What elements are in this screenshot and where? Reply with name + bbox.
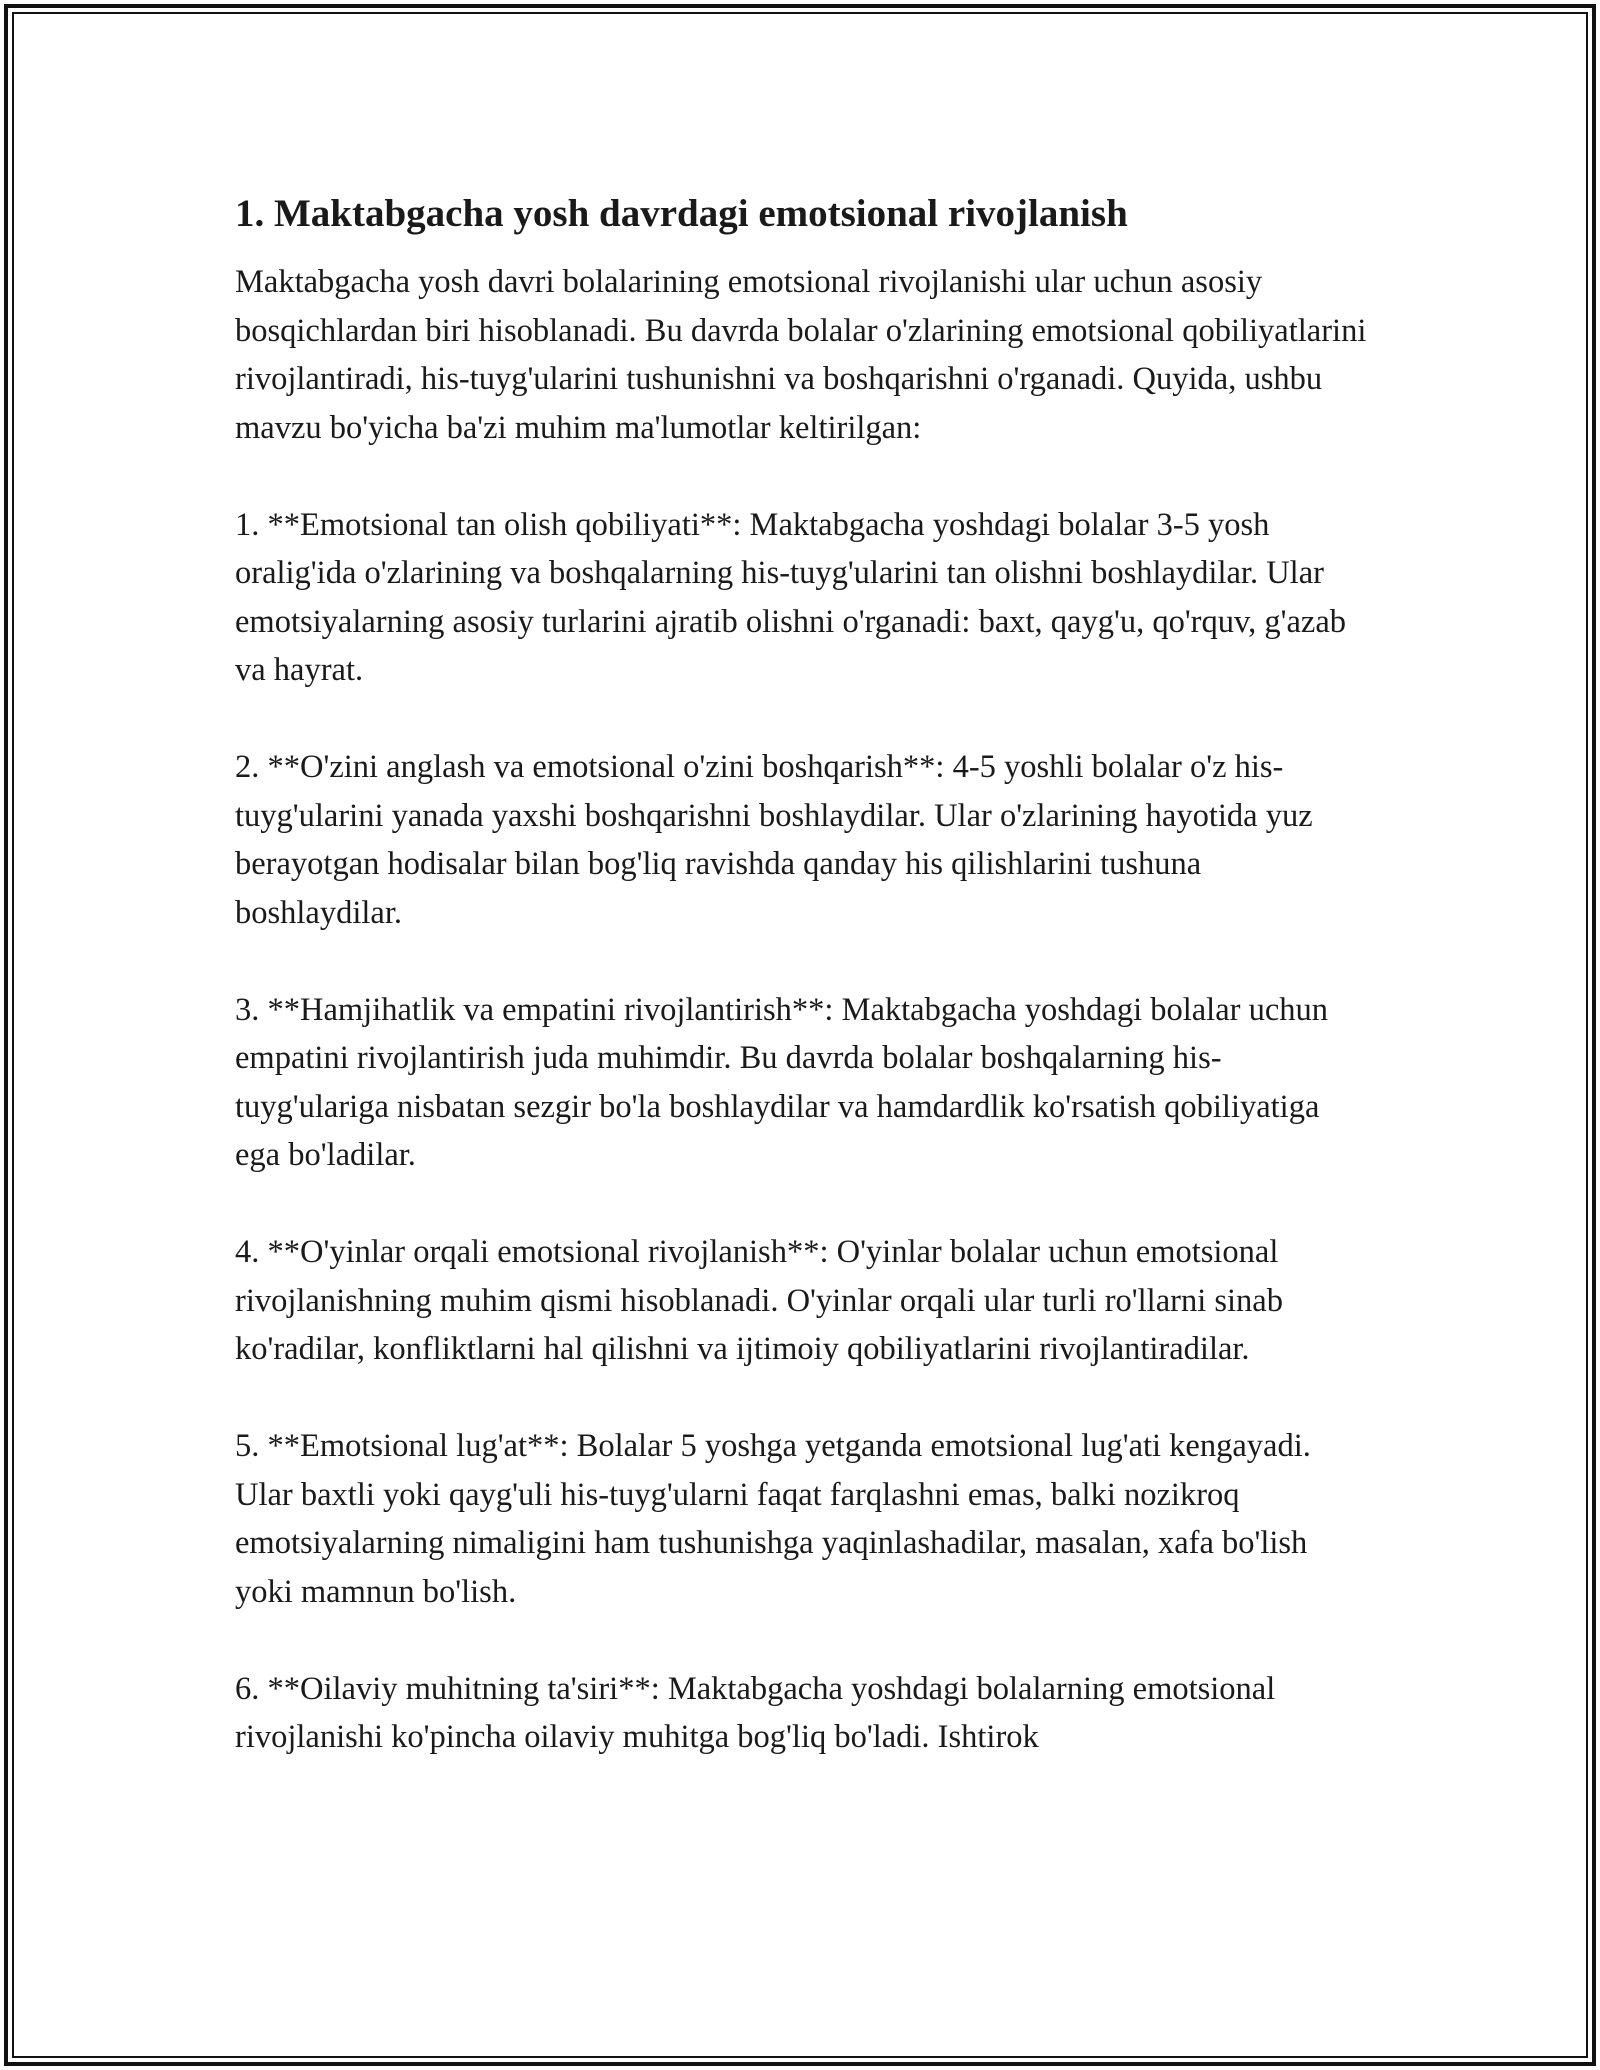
paragraph-family-environment: 6. **Oilaviy muhitning ta'siri**: Maktabgacha yoshdagi bolalarning emotsional rivojlanishi ko'pincha oilaviy muhitga bog'liq bo'ladi. Ishtirok (235, 1670, 1276, 1755)
document-title: 1. Maktabgacha yosh davrdagi emotsional rivojlanish (235, 192, 1128, 235)
paragraph-emotional-vocabulary: 5. **Emotsional lug'at**: Bolalar 5 yoshga yetganda emotsional lug'ati kengayadi. Ular baxtli yoki qayg'uli his-tuyg'ularni faqat farqlashni emas, balki nozikroq emotsiyalarning nimaligini ham tushunishga yaqinlashadilar, masalan, xafa bo'lish yoki mamnun bo'lish. (235, 1428, 1311, 1610)
document-body (235, 185, 1370, 1762)
paragraph-empathy: 3. **Hamjihatlik va empatini rivojlantirish**: Maktabgacha yoshdagi bolalar uchun empatini rivojlantirish juda muhimdir. Bu davrda bolalar boshqalarning his-tuyg'ulariga nisbatan sezgir bo'la boshlaydilar va hamdardlik ko'rsatish qobiliyatiga ega bo'ladilar. (235, 991, 1329, 1173)
paragraph-play: 4. **O'yinlar orqali emotsional rivojlanish**: O'yinlar bolalar uchun emotsional rivojlanishning muhim qismi hisoblanadi. O'yinlar orqali ular turli ro'llarni sinab ko'radilar, konfliktlarni hal qilishni va ijtimoiy qobiliyatlarini rivojlantiradilar. (235, 1234, 1283, 1367)
intro-paragraph: Maktabgacha yosh davri bolalarining emotsional rivojlanishi ular uchun asosiy bosqichlardan biri hisoblanadi. Bu davrda bolalar o'zlarining emotsional qobiliyatlarini rivojlantiradi, his-tuyg'ularini tushunishni va boshqarishni o'rganadi. Quyida, ushbu mavzu bo'yicha ba'zi muhim ma'lumotlar keltirilgan: (235, 264, 1367, 446)
paragraph-self-regulation: 2. **O'zini anglash va emotsional o'zini boshqarish**: 4-5 yoshli bolalar o'z his-tuyg'ularini yanada yaxshi boshqarishni boshlaydilar. Ular o'zlarining hayotida yuz berayotgan hodisalar bilan bog'liq ravishda qanday his qilishlarini tushuna boshlaydilar. (235, 749, 1313, 931)
paragraph-emotional-recognition: 1. **Emotsional tan olish qobiliyati**: Maktabgacha yoshdagi bolalar 3-5 yosh oralig'ida o'zlarining va boshqalarning his-tuyg'ularini tan olishni boshlaydilar. Ular emotsiyalarning asosiy turlarini ajratib olishni o'rganadi: baxt, qayg'u, qo'rquv, g'azab va hayrat. (235, 506, 1347, 688)
